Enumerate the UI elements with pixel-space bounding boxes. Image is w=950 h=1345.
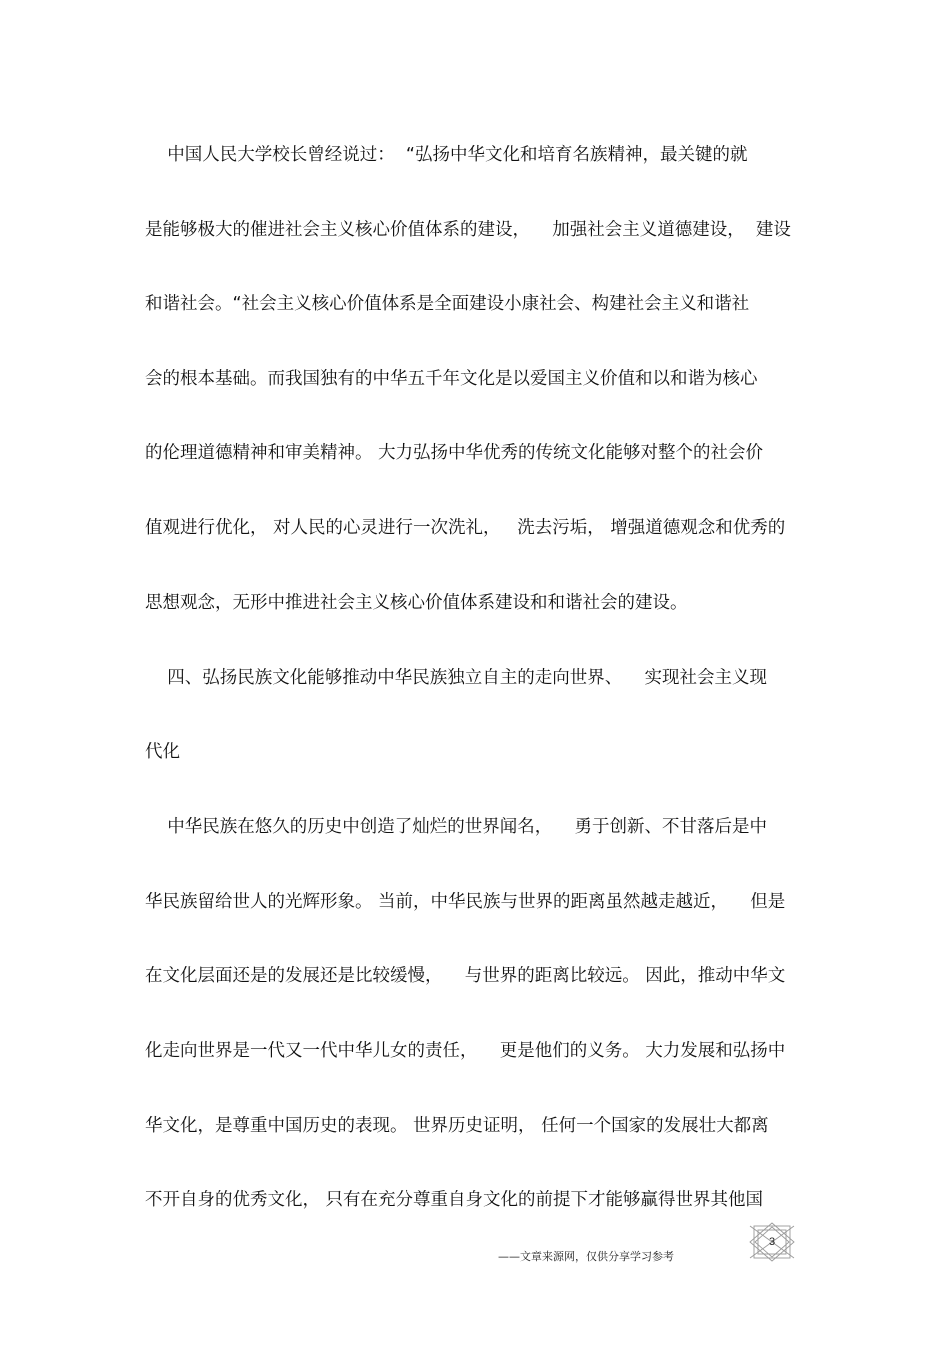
text-line: 化走向世界是一代又一代中华儿女的责任， 更是他们的义务。 大力发展和弘扬中 xyxy=(145,1041,786,1061)
text-line: 的伦理道德精神和审美精神。 大力弘扬中华优秀的传统文化能够对整个的社会价 xyxy=(145,443,764,463)
text-line: 不开自身的优秀文化， 只有在充分尊重自身文化的前提下才能够赢得世界其他国 xyxy=(145,1190,764,1210)
text-line: 华民族留给世人的光辉形象。 当前，中华民族与世界的距离虽然越走越近， 但是 xyxy=(145,892,786,912)
text-line: 思想观念，无形中推进社会主义核心价值体系建设和和谐社会的建设。 xyxy=(145,593,688,613)
text-line: 会的根本基础。而我国独有的中华五千年文化是以爱国主义价值和以和谐为核心 xyxy=(145,369,758,389)
text-line: 和谐社会。“社会主义核心价值体系是全面建设小康社会、构建社会主义和谐社 xyxy=(145,294,750,314)
text-line: 是能够极大的催进社会主义核心价值体系的建设， 加强社会主义道德建设， 建设 xyxy=(145,220,791,240)
section-heading: 四、弘扬民族文化能够推动中华民族独立自主的走向世界、 实现社会主义现 xyxy=(145,668,767,688)
page-number: 3 xyxy=(768,1236,776,1248)
page-number-badge xyxy=(748,1222,796,1262)
text-line: 值观进行优化， 对人民的心灵进行一次洗礼， 洗去污垢， 增强道德观念和优秀的 xyxy=(145,518,786,538)
text-line: 华文化，是尊重中国历史的表现。 世界历史证明， 任何一个国家的发展壮大都离 xyxy=(145,1116,769,1136)
text-line: 中国人民大学校长曾经说过： “弘扬中华文化和培育名族精神，最关键的就 xyxy=(145,145,748,165)
source-note: ——文章来源网，仅供分享学习参考 xyxy=(498,1250,674,1263)
text-line: 中华民族在悠久的历史中创造了灿烂的世界闻名， 勇于创新、不甘落后是中 xyxy=(145,817,767,837)
section-heading-continued: 代化 xyxy=(145,742,180,762)
text-line: 在文化层面还是的发展还是比较缓慢， 与世界的距离比较远。 因此，推动中华文 xyxy=(145,966,786,986)
